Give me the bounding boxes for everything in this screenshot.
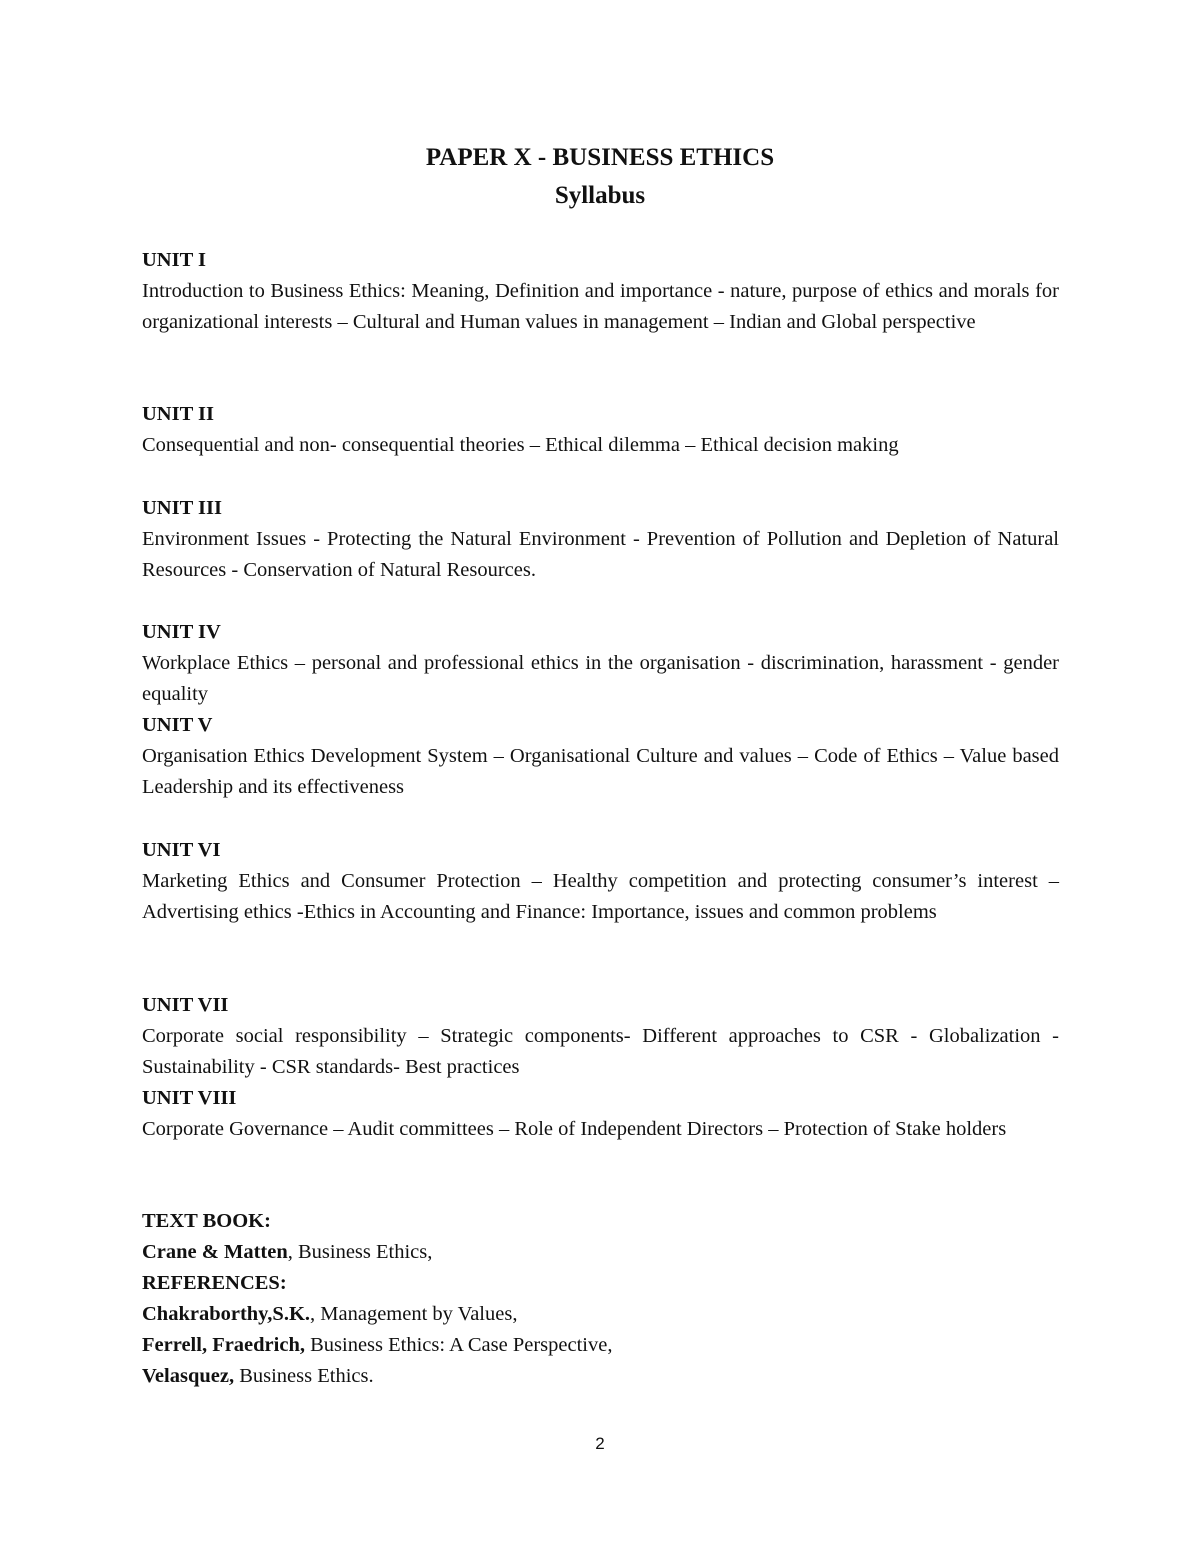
entry-title: , Business Ethics, — [287, 1241, 433, 1263]
unit-section-3 — [142, 493, 1059, 586]
bibliography-section — [142, 1206, 1059, 1392]
page-subtitle: Syllabus — [554, 182, 646, 209]
unit-section-4 — [142, 617, 1059, 710]
unit-heading: UNIT VIII — [142, 1087, 237, 1109]
entry-author: Ferrell, Fraedrich, — [142, 1334, 305, 1356]
reference-entry — [142, 1330, 1059, 1361]
unit-description: Corporate social responsibility – Strategic components- Different approaches to CSR - Globalization - Sustainability - CSR standards- Best practices — [142, 1025, 1059, 1078]
unit-description: Workplace Ethics – personal and professional ethics in the organisation - discrimination, harassment - gender equality — [142, 652, 1059, 705]
unit-section-5 — [142, 710, 1059, 803]
unit-description: Consequential and non- consequential theories – Ethical dilemma – Ethical decision making — [142, 434, 899, 456]
entry-author: Velasquez, — [142, 1365, 235, 1387]
unit-section-6 — [142, 835, 1059, 928]
unit-description: Marketing Ethics and Consumer Protection – Healthy competition and protecting consumer’s interest – Advertising ethics -Ethics in Accounting and Finance: Importance, issues and common problems — [142, 870, 1059, 923]
unit-description: Introduction to Business Ethics: Meaning, Definition and importance - nature, purpose of ethics and morals for organizational interests – Cultural and Human values in management – Indian and Global perspective — [142, 280, 1059, 333]
entry-author: Crane & Matten — [142, 1241, 288, 1263]
unit-heading: UNIT V — [142, 714, 213, 736]
entry-title: , Management by Values, — [310, 1303, 518, 1325]
unit-heading: UNIT II — [142, 403, 214, 425]
entry-title: Business Ethics: A Case Perspective, — [304, 1334, 613, 1356]
text-book-entry — [142, 1237, 1059, 1268]
page-number: 2 — [595, 1434, 605, 1453]
entry-author: Chakraborthy,S.K. — [142, 1303, 311, 1325]
unit-section-8 — [142, 1083, 1059, 1145]
unit-heading: UNIT VI — [142, 839, 221, 861]
text-book-heading: TEXT BOOK: — [142, 1210, 271, 1232]
unit-description: Corporate Governance – Audit committees – Role of Independent Directors – Protection of Stake holders — [142, 1118, 1007, 1140]
entry-title: Business Ethics. — [234, 1365, 374, 1387]
unit-heading: UNIT VII — [142, 994, 229, 1016]
unit-heading: UNIT I — [142, 249, 206, 271]
unit-section-7 — [142, 990, 1059, 1083]
reference-entry — [142, 1299, 1059, 1330]
unit-heading: UNIT IV — [142, 621, 221, 643]
page-title: PAPER X - BUSINESS ETHICS — [425, 144, 775, 171]
unit-section-1 — [142, 245, 1059, 338]
reference-entry — [142, 1361, 1059, 1392]
unit-description: Environment Issues - Protecting the Natural Environment - Prevention of Pollution and Depletion of Natural Resources - Conservation of Natural Resources. — [142, 528, 1059, 581]
unit-description: Organisation Ethics Development System – Organisational Culture and values – Code of Ethics – Value based Leadership and its effectiveness — [142, 745, 1059, 798]
unit-section-2 — [142, 399, 1059, 461]
unit-heading: UNIT III — [142, 497, 222, 519]
references-heading: REFERENCES: — [142, 1272, 287, 1294]
